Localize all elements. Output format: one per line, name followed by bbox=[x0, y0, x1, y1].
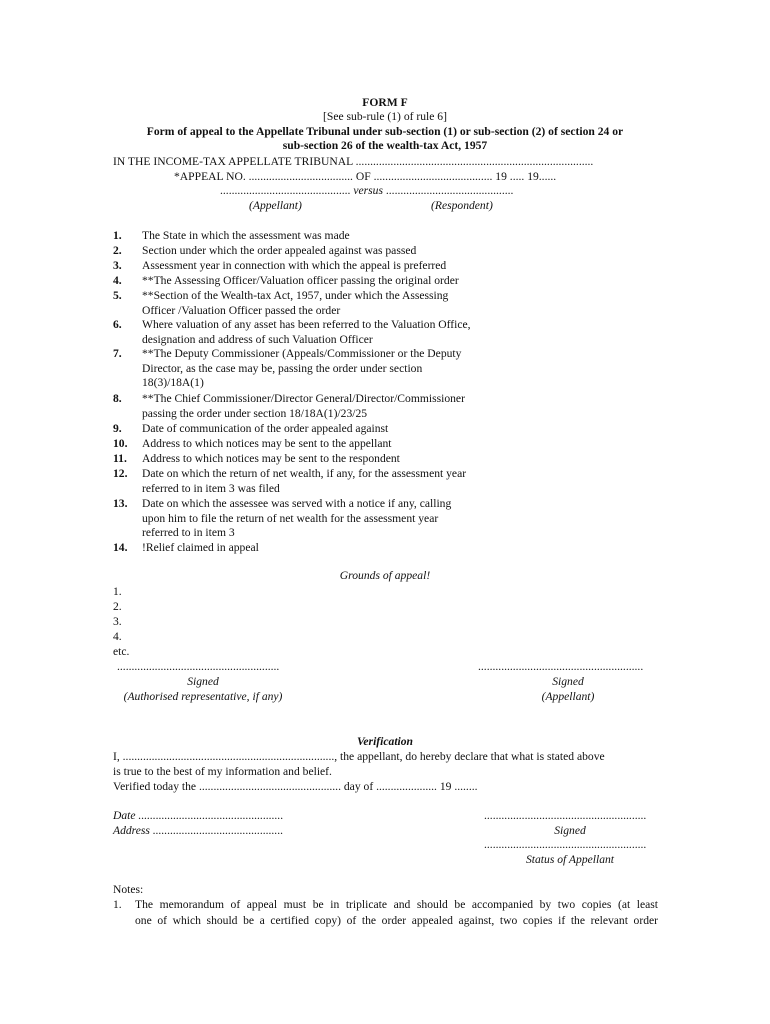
particular-number: 13. bbox=[113, 497, 128, 510]
appellant-signature-line: ......................................................... bbox=[478, 660, 644, 673]
representative-signature-line: ........................................................ bbox=[117, 660, 280, 673]
particular-text-line: **The Assessing Officer/Valuation officer passing the original order bbox=[142, 274, 459, 287]
tribunal-line: IN THE INCOME-TAX APPELLATE TRIBUNAL .................................................................................. bbox=[113, 155, 594, 168]
particular-text bbox=[142, 274, 522, 289]
address-field-line: Address ............................................. bbox=[113, 824, 284, 837]
particular-text-line: Assessment year in connection with which the appeal is preferred bbox=[142, 259, 447, 272]
appellant-role-label: (Appellant) bbox=[541, 690, 595, 703]
particular-text-line: Date on which the assessee was served with a notice if any, calling bbox=[142, 497, 452, 510]
note-text-line-1: The memorandum of appeal must be in triplicate and should be accompanied by two copies (at least bbox=[135, 898, 658, 911]
particular-text bbox=[142, 541, 522, 556]
ground-item: 1. bbox=[113, 585, 122, 598]
particular-text bbox=[142, 452, 522, 467]
particular-text bbox=[142, 244, 522, 259]
date-field-line: Date .................................................. bbox=[113, 809, 284, 822]
notes-heading: Notes: bbox=[113, 883, 144, 896]
verification-declaration-line-2: is true to the best of my information and belief. bbox=[113, 765, 332, 778]
representative-role-label: (Authorised representative, if any) bbox=[123, 690, 283, 703]
note-number: 1. bbox=[113, 898, 122, 911]
particular-text-line: upon him to file the return of net wealth for the assessment year bbox=[142, 511, 439, 525]
particular-number: 12. bbox=[113, 467, 128, 480]
particular-number: 8. bbox=[113, 392, 122, 405]
verified-today-line: Verified today the ................................................. day of ..................... 19 ........ bbox=[113, 780, 478, 793]
particular-text bbox=[142, 392, 522, 421]
particular-number: 1. bbox=[113, 229, 122, 242]
form-heading-line-1: Form of appeal to the Appellate Tribunal under sub-section (1) or sub-section (2) of section 24 or bbox=[146, 125, 624, 138]
verification-heading: Verification bbox=[356, 735, 414, 748]
particular-text bbox=[142, 229, 522, 244]
particular-text-line: The State in which the assessment was made bbox=[142, 229, 350, 242]
particular-number: 6. bbox=[113, 318, 122, 331]
particular-number: 4. bbox=[113, 274, 122, 287]
verification-declaration-line-1: I, ........................................................................., the appellant, do hereby declare that what is stated above bbox=[113, 750, 605, 763]
form-heading-line-2: sub-section 26 of the wealth-tax Act, 1957 bbox=[282, 139, 488, 152]
particular-text-line: Section under which the order appealed against was passed bbox=[142, 244, 417, 257]
particular-text-line: **The Deputy Commissioner (Appeals/Commissioner or the Deputy bbox=[142, 347, 462, 360]
particular-number: 3. bbox=[113, 259, 122, 272]
status-signature-line: ........................................................ bbox=[484, 838, 647, 851]
particular-number: 5. bbox=[113, 289, 122, 302]
particular-text-line: passing the order under section 18/18A(1)/23/25 bbox=[142, 406, 368, 420]
particular-text-line: Director, as the case may be, passing the order under section bbox=[142, 361, 423, 375]
form-title: FORM F bbox=[362, 96, 408, 109]
ground-item: 2. bbox=[113, 600, 122, 613]
ground-item: 4. bbox=[113, 630, 122, 643]
versus-line bbox=[220, 184, 513, 197]
note-item bbox=[113, 897, 658, 929]
verification-signature-line: ........................................................ bbox=[484, 809, 647, 822]
particular-text bbox=[142, 318, 522, 347]
respondent-blank: ............................................ bbox=[385, 184, 514, 197]
status-of-appellant-label: Status of Appellant bbox=[525, 853, 615, 866]
particular-number: 10. bbox=[113, 437, 128, 450]
note-text-line-2: one of which should be a certified copy) of the order appealed against, two copies if the relevant order bbox=[135, 914, 658, 927]
particular-text-line: Date of communication of the order appealed against bbox=[142, 422, 389, 435]
particular-text-line: referred to in item 3 bbox=[142, 526, 235, 540]
appeal-number-line: *APPEAL NO. .................................... OF ......................................... 19 ..... 19...... bbox=[174, 170, 557, 183]
particular-text-line: Where valuation of any asset has been referred to the Valuation Office, bbox=[142, 318, 471, 331]
particular-text bbox=[142, 467, 522, 496]
ground-item-etc: etc. bbox=[113, 645, 130, 658]
appellant-label: (Appellant) bbox=[249, 199, 302, 212]
particular-text bbox=[142, 259, 522, 274]
particular-text-line: referred to in item 3 was filed bbox=[142, 481, 280, 495]
ground-item: 3. bbox=[113, 615, 122, 628]
particular-text-line: Address to which notices may be sent to the appellant bbox=[142, 437, 392, 450]
particular-text-line: **The Chief Commissioner/Director General/Director/Commissioner bbox=[142, 392, 465, 405]
particular-text-line: designation and address of such Valuation Officer bbox=[142, 332, 373, 346]
respondent-label: (Respondent) bbox=[431, 199, 493, 212]
particular-text-line: Address to which notices may be sent to the respondent bbox=[142, 452, 400, 465]
particular-text-line: Date on which the return of net wealth, if any, for the assessment year bbox=[142, 467, 467, 480]
particular-text bbox=[142, 422, 522, 437]
particular-text bbox=[142, 289, 522, 318]
grounds-heading: Grounds of appeal! bbox=[339, 569, 431, 582]
versus-word: versus bbox=[353, 184, 383, 197]
particular-text-line: Officer /Valuation Officer passed the order bbox=[142, 303, 341, 317]
appellant-blank: ............................................. bbox=[220, 184, 351, 197]
particular-text-line: 18(3)/18A(1) bbox=[142, 376, 204, 390]
particular-text-line: **Section of the Wealth-tax Act, 1957, under which the Assessing bbox=[142, 289, 449, 302]
particular-number: 9. bbox=[113, 422, 122, 435]
particular-number: 11. bbox=[113, 452, 127, 465]
particular-text bbox=[142, 497, 522, 541]
particular-number: 2. bbox=[113, 244, 122, 257]
particular-text bbox=[142, 347, 522, 391]
particular-number: 14. bbox=[113, 541, 128, 554]
verification-signed-label: Signed bbox=[554, 824, 586, 837]
particular-number: 7. bbox=[113, 347, 122, 360]
particular-text-line: !Relief claimed in appeal bbox=[142, 541, 259, 554]
particular-text bbox=[142, 437, 522, 452]
appellant-signed-label: Signed bbox=[552, 675, 584, 688]
form-subrule: [See sub-rule (1) of rule 6] bbox=[323, 110, 447, 123]
representative-signed-label: Signed bbox=[187, 675, 219, 688]
